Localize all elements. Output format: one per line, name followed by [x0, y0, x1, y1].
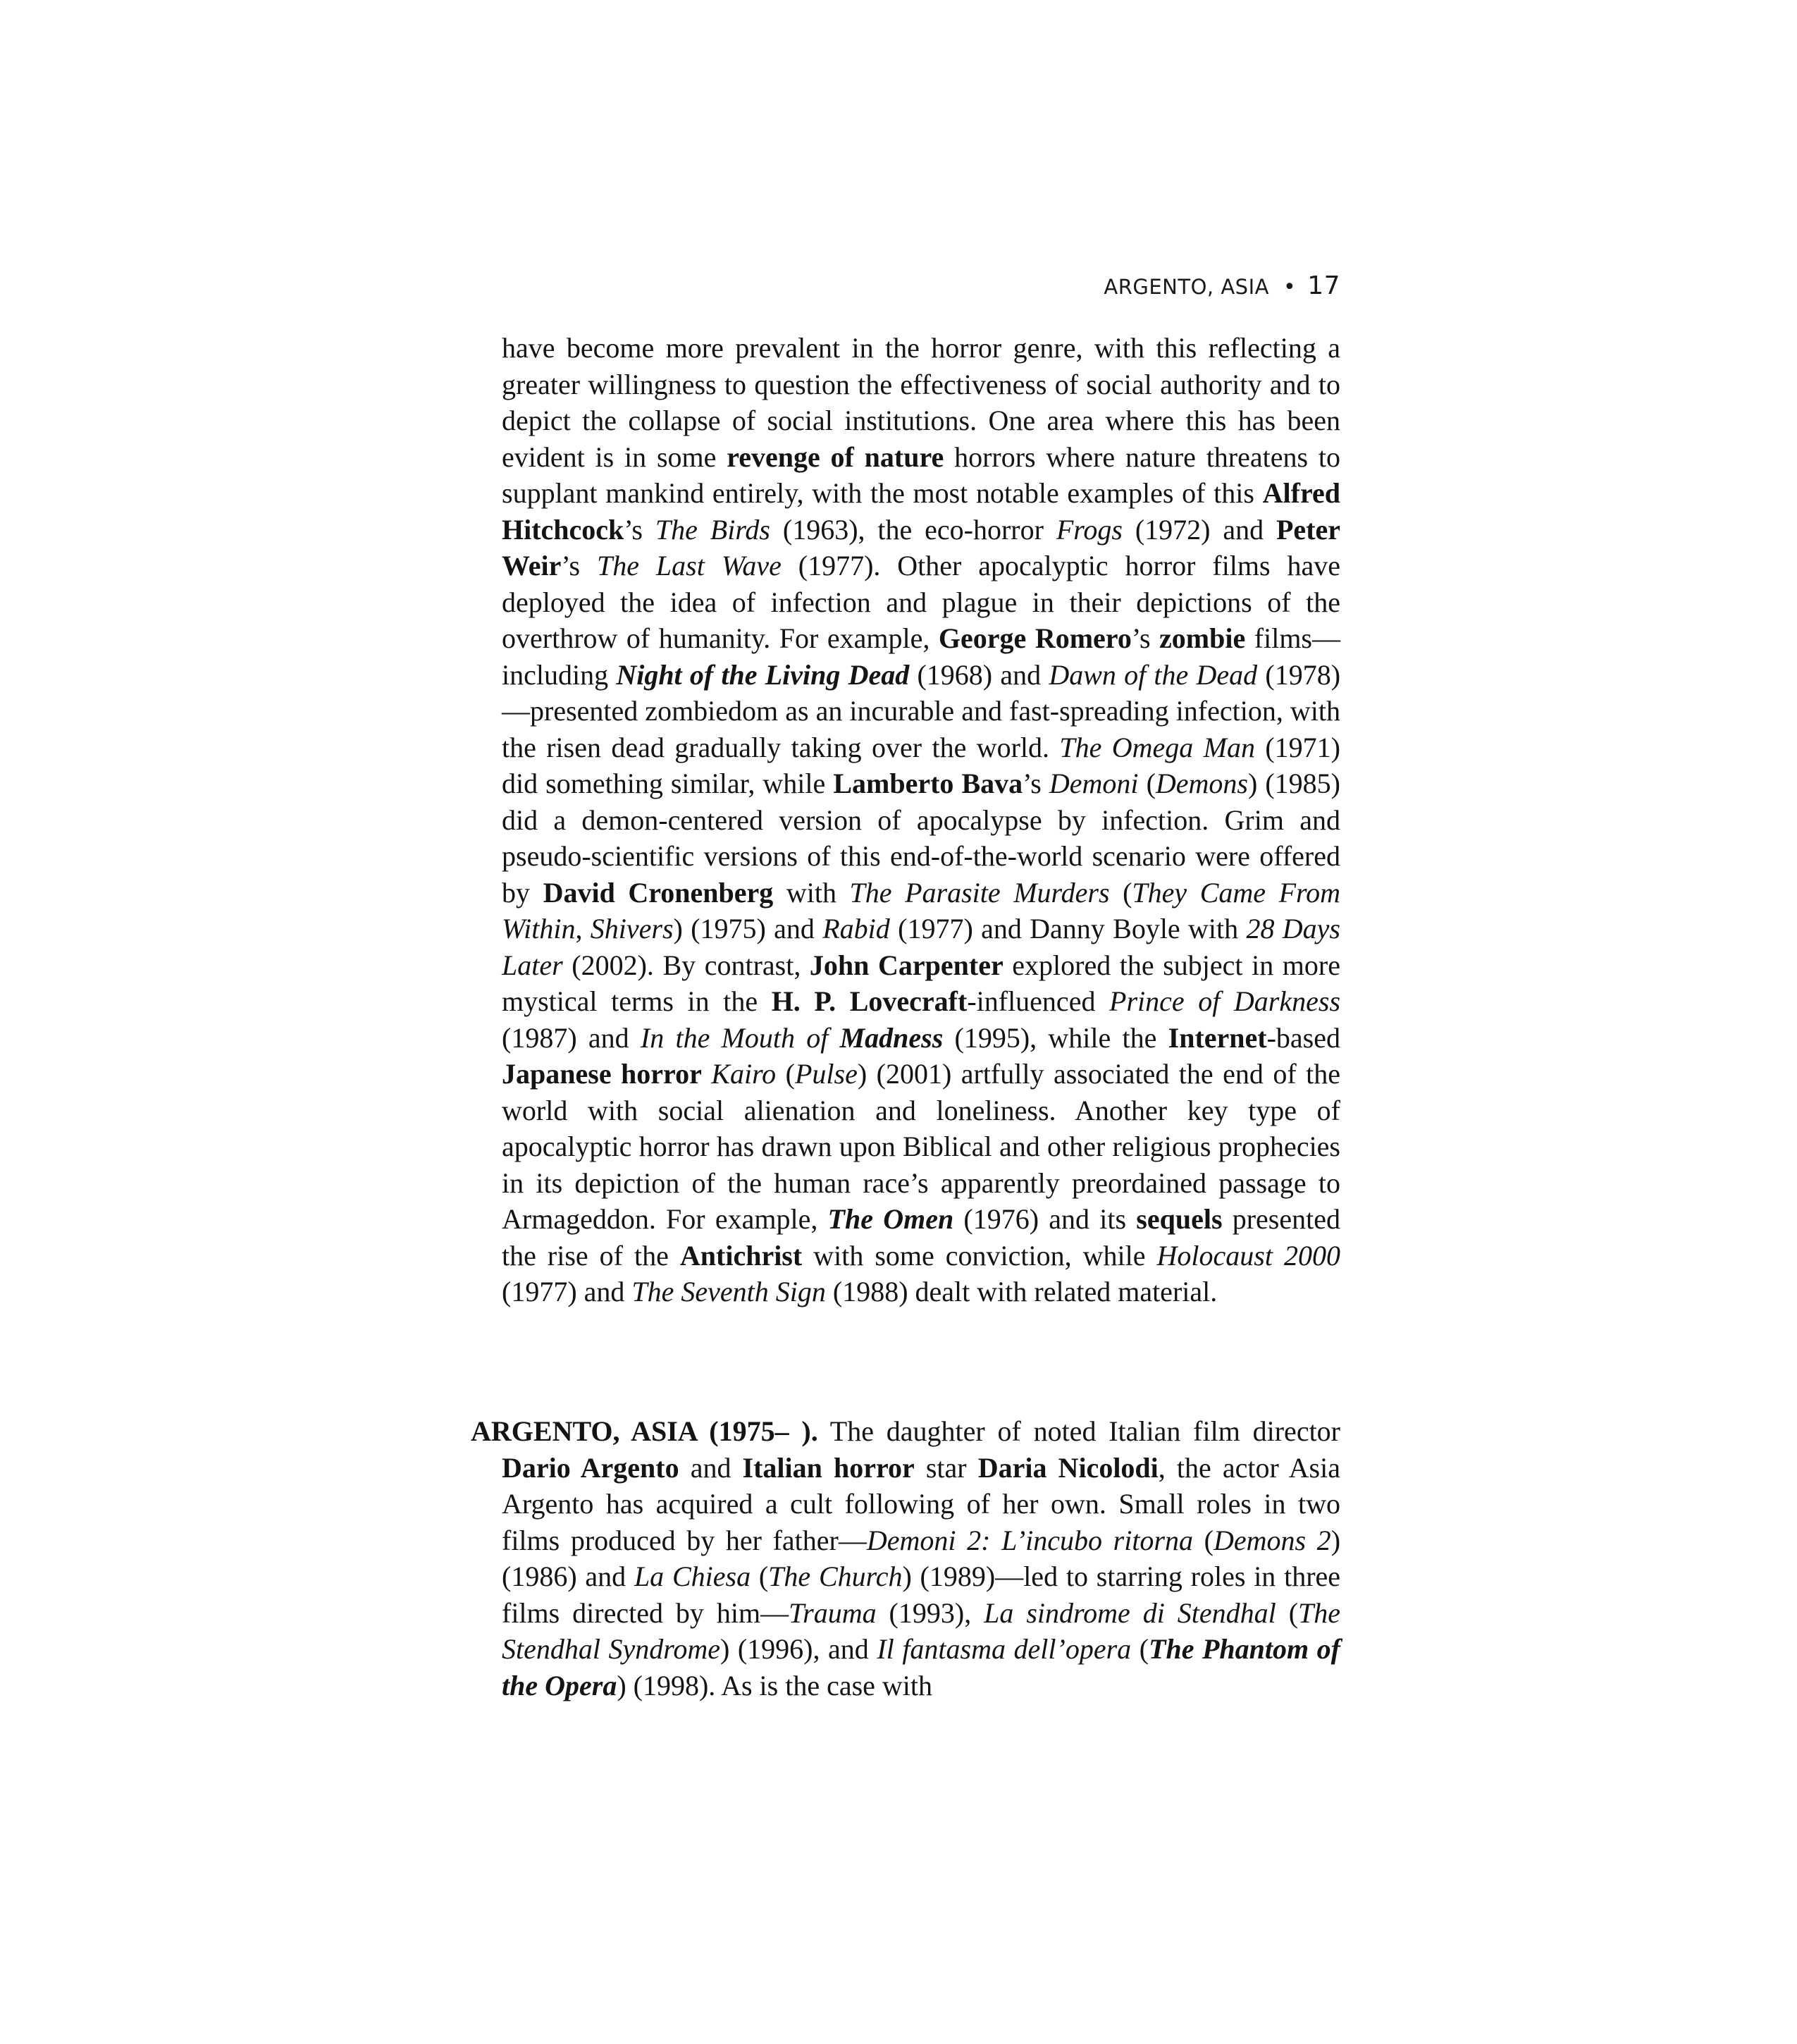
text-run: (1995), while the	[943, 1021, 1168, 1054]
text-run: star	[914, 1451, 978, 1484]
italic-title: Prince of Darkness	[1109, 985, 1341, 1017]
bold-term: H. P. Lovecraft	[771, 985, 968, 1017]
bold-italic-title: Night of the Living Dead	[616, 658, 910, 691]
text-run: ’s	[1131, 622, 1160, 654]
italic-title: The Omega Man	[1059, 731, 1255, 763]
bold-term: Daria Nicolodi	[977, 1451, 1159, 1484]
text-run: (1972) and	[1122, 513, 1276, 546]
bold-term: Alfred Hitchcock	[502, 477, 1340, 546]
page-number: 17	[1307, 271, 1340, 300]
text-run: (	[1193, 1524, 1214, 1556]
text-run: (2002). By contrast,	[562, 949, 810, 981]
text-run: ) (1989)—led to starring roles in three films directed by him—	[502, 1560, 1341, 1629]
bold-italic-title: The Omen	[827, 1203, 954, 1235]
bold-term: Peter Weir	[502, 513, 1341, 581]
italic-title: The Parasite Murders	[849, 876, 1110, 909]
italic-title: Il fantasma dell’opera	[877, 1633, 1132, 1665]
italic-title: Pulse	[794, 1058, 858, 1090]
text-run: (1978)—presented zombiedom as an incurable and fast-spreading infection, with the risen dead gradually taking over the world.	[502, 658, 1341, 763]
text-run: (1993),	[876, 1596, 984, 1629]
entry-headword: ARGENTO, ASIA (1975– ).	[471, 1415, 818, 1447]
text-run: (	[1109, 876, 1132, 909]
italic-title: Demoni 2: L’incubo ritorna	[866, 1524, 1194, 1556]
italic-title: Demoni	[1049, 768, 1139, 799]
bold-term: David Cronenberg	[543, 876, 774, 909]
italic-title: 28 Days Later	[502, 913, 1340, 981]
text-run: (1971) did something similar, while	[502, 731, 1340, 799]
text-run: (1968) and	[909, 658, 1049, 691]
bold-term: George Romero	[938, 622, 1132, 654]
bold-term: Dario Argento	[502, 1451, 679, 1484]
bold-italic-title: Madness	[839, 1021, 944, 1054]
bold-term: sequels	[1136, 1203, 1223, 1235]
text-run: ’s	[624, 513, 655, 546]
text-run: ) (1985) did a demon-centered version of apocalypse by infection. Grim and pseudo-scientific versions of this end-of-the-world scenario were offered by	[502, 768, 1340, 909]
text-run: ) (1996), and	[720, 1633, 877, 1665]
entry-body	[502, 1415, 1340, 1701]
running-head-title: ARGENTO, ASIA	[1104, 275, 1269, 299]
bold-term: revenge of nature	[727, 441, 944, 473]
italic-title: Demons	[1155, 768, 1248, 799]
text-run: (1987) and	[502, 1021, 641, 1054]
italic-title: Kairo	[711, 1058, 777, 1090]
text-run: (	[1138, 768, 1156, 799]
text-run: horrors where nature threatens to supplant mankind entirely, with the most notable examples of this	[502, 441, 1340, 509]
bold-term: Antichrist	[679, 1239, 803, 1272]
text-run: ’s	[1023, 768, 1049, 799]
italic-title: The Birds	[655, 513, 770, 546]
italic-title: Trauma	[789, 1596, 877, 1629]
text-run: (1977) and	[502, 1276, 632, 1307]
italic-title: Dawn of the Dead	[1049, 658, 1258, 691]
italic-title: La sindrome di Stendhal	[984, 1596, 1276, 1629]
text-run: (1976) and its	[953, 1203, 1137, 1235]
bold-term: John Carpenter	[809, 949, 1004, 981]
text-run: (	[1131, 1633, 1149, 1665]
text-run: , the actor Asia Argento has acquired a cult following of her own. Small roles in two films produced by her father—	[502, 1451, 1340, 1556]
text-run: with	[773, 876, 850, 909]
italic-title: Demons 2	[1213, 1524, 1331, 1556]
text-run: and	[679, 1451, 743, 1484]
text-run: ) (1975) and	[673, 913, 823, 944]
text-run: films—including	[502, 622, 1340, 691]
text-run: (1977). Other apocalyptic horror films have deployed the idea of infection and plague in their depictions of the overthrow of humanity. For example,	[502, 550, 1340, 654]
continued-entry-text	[502, 330, 1340, 1310]
italic-title: The Last Wave	[597, 550, 782, 581]
bold-term: Lamberto Bava	[833, 768, 1023, 799]
text-run: have become more prevalent in the horror genre, with this reflecting a greater willingness to question the effectiveness of social authority and to depict the collapse of social institutions. One area where this has been evident is in some	[502, 332, 1340, 473]
bold-term: Internet	[1168, 1021, 1267, 1054]
bold-term: Italian horror	[742, 1451, 915, 1484]
text-run	[702, 1058, 711, 1090]
text-run: (	[1276, 1596, 1299, 1629]
text-run: -influenced	[967, 985, 1110, 1017]
bold-term: zombie	[1159, 622, 1246, 654]
italic-title: In the Mouth of	[640, 1021, 840, 1054]
text-run: ’s	[561, 550, 597, 581]
italic-title: They Came From Within	[502, 876, 1341, 944]
italic-title: Holocaust 2000	[1156, 1239, 1340, 1272]
text-run: ) (1998). As is the case with	[617, 1669, 933, 1701]
italic-title: The Seventh Sign	[631, 1276, 826, 1307]
text-run: with some conviction, while	[802, 1239, 1157, 1272]
text-run: ) (1986) and	[502, 1524, 1341, 1592]
italic-title: Frogs	[1056, 513, 1123, 546]
italic-title: La Chiesa	[634, 1560, 751, 1592]
italic-title: The Church	[768, 1560, 903, 1592]
text-run: (	[776, 1058, 795, 1090]
text-run: (	[751, 1560, 769, 1592]
bullet-icon: •	[1283, 275, 1297, 300]
text-run: -based	[1266, 1021, 1341, 1054]
bold-italic-title: The Phantom of the Opera	[502, 1633, 1340, 1701]
text-run: The daughter of noted Italian film director	[817, 1415, 1341, 1447]
text-run: (1963), the eco-horror	[770, 513, 1056, 546]
bold-term: Japanese horror	[502, 1058, 702, 1090]
text-run: (1977) and Danny Boyle with	[889, 913, 1247, 944]
entry-paragraph	[471, 1413, 1341, 1704]
italic-title: Shivers	[590, 913, 674, 944]
text-run: explored the subject in more mystical terms in the	[502, 949, 1340, 1017]
entry-argento-asia	[471, 1413, 1341, 1704]
italic-title: Rabid	[822, 913, 890, 944]
paragraph	[502, 330, 1340, 1310]
text-run: presented the rise of the	[502, 1203, 1340, 1272]
italic-title: The Stendhal Syndrome	[502, 1596, 1341, 1665]
text-run: ,	[575, 913, 591, 944]
text-run: ) (2001) artfully associated the end of the world with social alienation and loneliness. Another key type of apocalyptic horror has drawn upon Biblical and other religious prophecies in its depiction of the human race’s apparently preordained passage to Armageddon. For example,	[502, 1058, 1340, 1235]
running-head	[502, 271, 1340, 300]
text-run: (1988) dealt with related material.	[825, 1276, 1218, 1307]
